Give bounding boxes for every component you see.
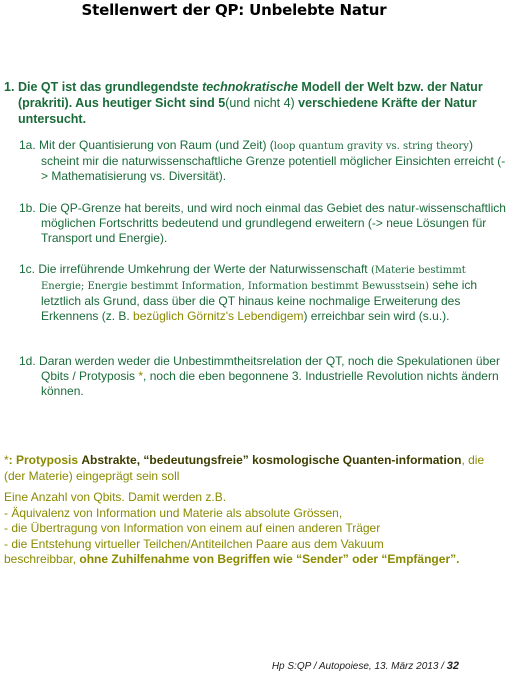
point-1-part3: verschiedene Kräfte der Natur untersucht. xyxy=(18,96,477,126)
footnote-term: : Protyposis xyxy=(8,453,79,467)
point-1-text xyxy=(18,79,504,127)
point-1d-text2: , noch die eben begonnene 3. Industrielle Revolution nichts ändern können. xyxy=(41,369,499,398)
point-1-part2: Modell der Welt bzw. der Natur (prakriti). Aus heutiger Sicht sind 5 xyxy=(18,80,483,110)
point-1 xyxy=(4,79,504,127)
footnote-last-normal: beschreibbar, xyxy=(4,552,80,566)
footnote-line: Eine Anzahl von Qbits. Damit werden z.B. xyxy=(4,490,227,504)
footnote-body xyxy=(4,490,500,568)
point-1b-text xyxy=(19,201,507,246)
footnote-bold-text: Abstrakte, “bedeutungsfreie” kosmologische Quanten-information xyxy=(81,453,462,467)
point-1c-text2: sehe ich letztlich als Grund, dass über die QT hinaus keine nochmalige Erweiterung des Erkennens (z. B. xyxy=(41,278,478,323)
point-1a-small: loop quantum gravity vs. string theory xyxy=(273,141,469,152)
point-1d-text xyxy=(19,354,507,399)
footnote-line: - die Übertragung von Information von einem auf einen anderen Träger xyxy=(4,521,381,535)
point-1-italic: technokratische xyxy=(202,80,298,94)
point-1c-text3: ) erreichbar sein wird (s.u.). xyxy=(303,309,450,323)
point-1b xyxy=(19,201,507,246)
point-1-part1: Die QT ist das grundlegendste xyxy=(18,80,203,94)
point-1a-text xyxy=(19,138,507,184)
point-1c-label: 1c. xyxy=(19,262,36,276)
footnote-line: - die Entstehung virtueller Teilchen/Antiteilchen Paare aus dem Vakuum xyxy=(4,536,384,551)
point-1d-text1: Daran werden weder die Unbestimmtheitsrelation der QT, noch die Spekulationen über Qbits / Protyposis xyxy=(39,354,500,383)
footnote-normal-text: , die (der Materie) eingeprägt sein soll xyxy=(4,453,485,483)
footnote-definition xyxy=(4,453,500,484)
footnote-line: - Äquivalenz von Information und Materie als absolute Grössen, xyxy=(4,505,343,520)
footnote-star: * xyxy=(4,453,9,467)
page-number: 32 xyxy=(446,660,459,672)
point-1c-text xyxy=(19,262,507,324)
point-1b-label: 1b. xyxy=(19,201,36,215)
point-1c xyxy=(19,262,507,324)
point-1a-label: 1a. xyxy=(19,138,36,152)
footnote-heading xyxy=(4,453,500,484)
page-footer xyxy=(272,660,459,672)
footnote-last-line xyxy=(4,552,500,568)
point-1b-body: Die QP-Grenze hat bereits, und wird noch einmal das Gebiet des natur-wissenschaftlich möglichen Fortschritts bedeutend und grundlegend erweitern (-> neue Lösungen für Transport und Energie). xyxy=(39,201,506,245)
page-title: Stellenwert der QP: Unbelebte Natur xyxy=(81,1,387,19)
point-1d xyxy=(19,354,507,399)
point-1c-highlight: bezüglich Görnitz's Lebendigem xyxy=(133,309,304,323)
point-1d-label: 1d. xyxy=(19,354,36,368)
point-1a-text2: ) scheint mir die naturwissenschaftliche Grenze potentiell möglicher Einsichten erreicht (-> Mathematisierung vs. Diversität). xyxy=(41,138,506,183)
point-1c-small: (Materie bestimmt Energie; Energie bestimmt Information, Information bestimmt Bewusstsein) xyxy=(41,265,466,292)
footnote-last-bold: ohne Zuhilfenahme von Begriffen wie “Sender” oder “Empfänger”. xyxy=(79,552,460,566)
point-1-normal: (und nicht 4) xyxy=(225,96,295,110)
point-1a-text1: Mit der Quantisierung von Raum (und Zeit) ( xyxy=(39,138,274,152)
footer-text: Hp S:QP / Autopoiese, 13. März 2013 / xyxy=(271,661,447,672)
point-1d-star: * xyxy=(138,369,144,383)
point-1a xyxy=(19,138,507,184)
point-1-number: 1. xyxy=(4,80,15,94)
point-1c-text1: Die irreführende Umkehrung der Werte der Naturwissenschaft xyxy=(38,262,368,276)
